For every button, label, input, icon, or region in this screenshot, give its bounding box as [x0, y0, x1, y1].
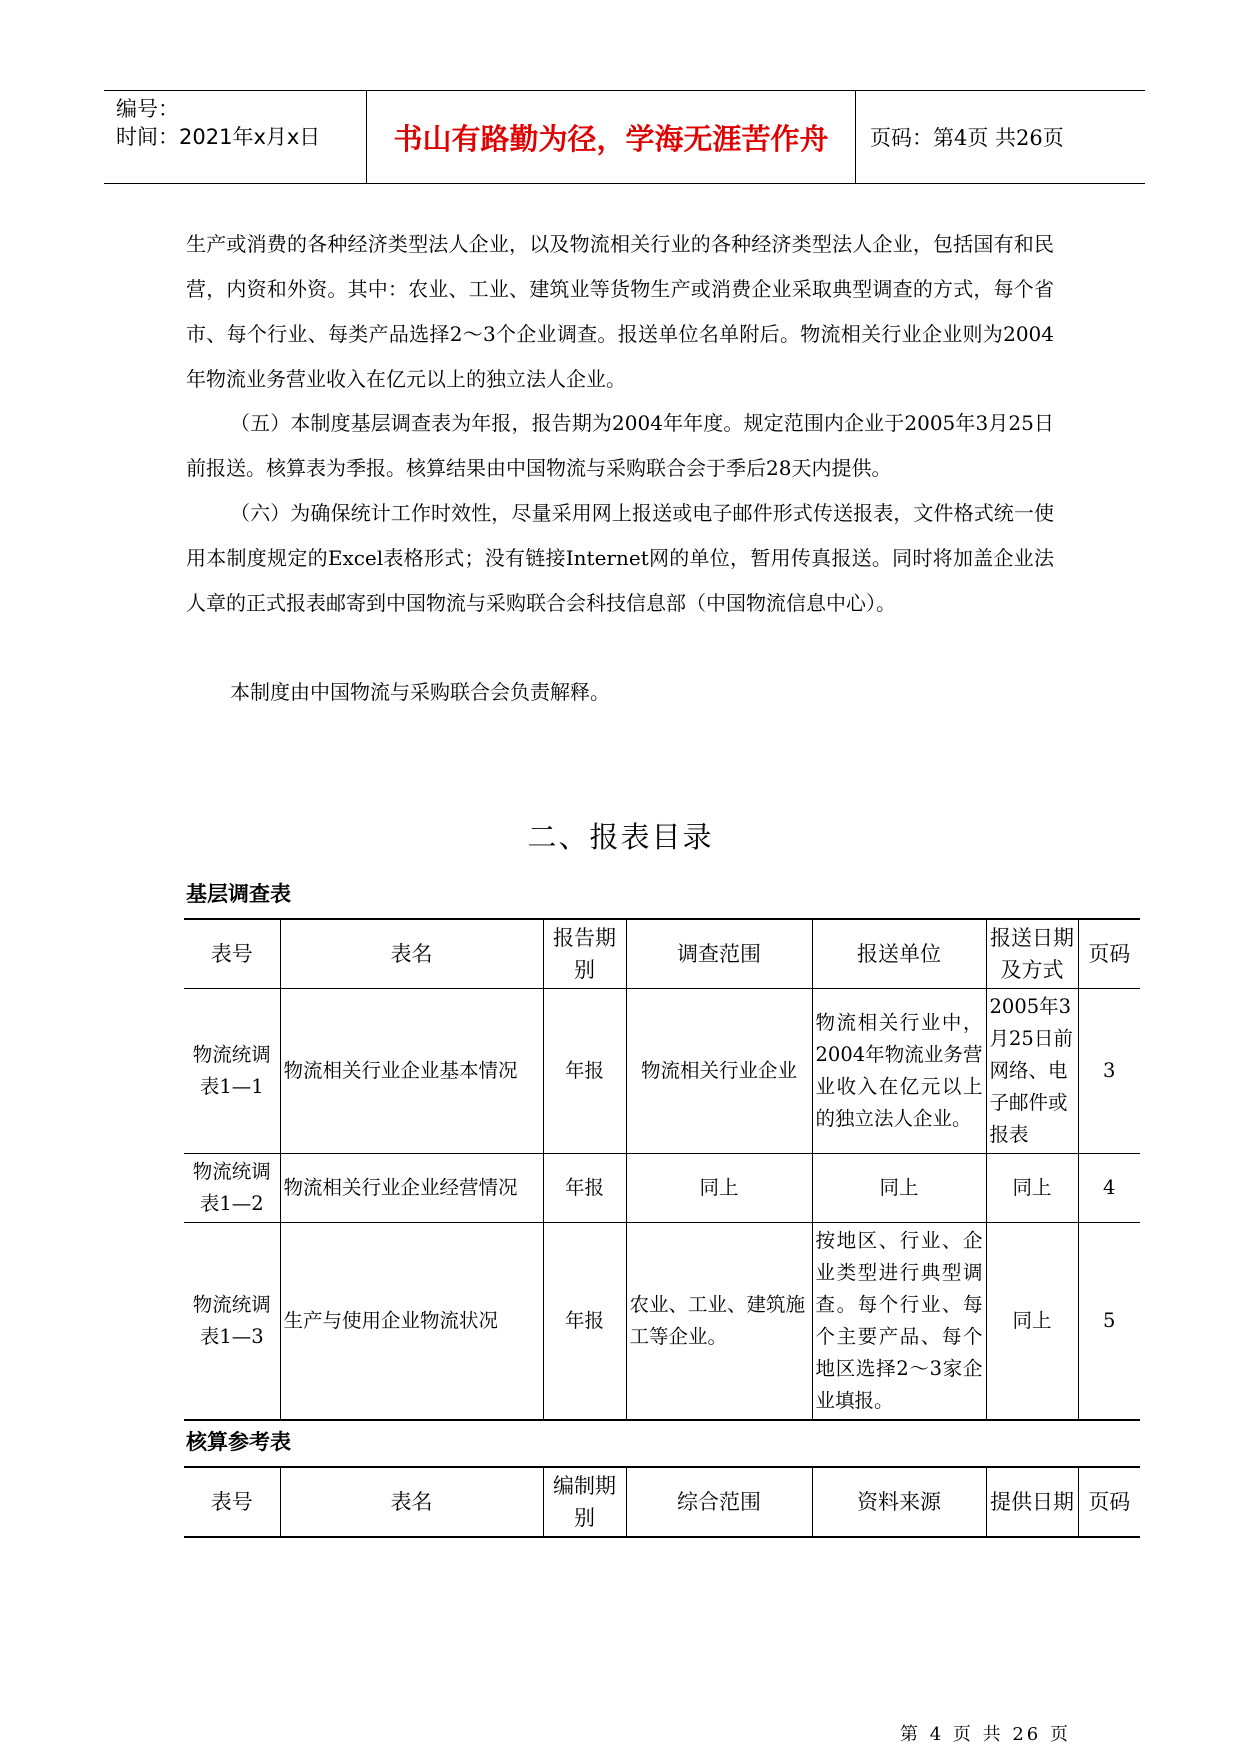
table-row: [184, 1154, 1140, 1223]
time-label: 时间：2021年x月x日: [116, 125, 321, 149]
table-row: [184, 1223, 1140, 1421]
header-cell: 页码: [1078, 1467, 1140, 1537]
header-cell: 表名: [280, 919, 543, 989]
header-cell: 表号: [184, 1467, 280, 1537]
header-cell: 提供日期: [986, 1467, 1078, 1537]
table-cell: 物流相关行业企业经营情况: [280, 1154, 543, 1223]
header-cell: 报送日期及方式: [986, 919, 1078, 989]
table-cell: 5: [1078, 1223, 1140, 1421]
table-header-row: [184, 919, 1140, 989]
header-cell: 页码: [1078, 919, 1140, 989]
table-cell: 物流统调表1—1: [184, 989, 280, 1154]
table-cell: 4: [1078, 1154, 1140, 1223]
page-header: [104, 90, 1145, 184]
header-cell: 报告期别: [543, 919, 626, 989]
table-cell: 年报: [543, 1223, 626, 1421]
body-paragraph-3: （六）为确保统计工作时效性，尽量采用网上报送或电子邮件形式传送报表，文件格式统一使用本制度规定的Excel表格形式；没有链接Internet网的单位，暂用传真报送。同时将加盖企业法人章的正式报表邮寄到中国物流与采购联合会科技信息部（中国物流信息中心）。: [186, 501, 1054, 615]
accounting-table-title: 核算参考表: [186, 1430, 291, 1454]
header-cell: 表名: [280, 1467, 543, 1537]
header-cell: 调查范围: [626, 919, 812, 989]
section-title: 二、报表目录: [527, 820, 714, 854]
table-cell: 2005年3月25日前网络、电子邮件或报表: [986, 989, 1078, 1154]
header-motto: 书山有路勤为径，学海无涯苦作舟: [367, 91, 856, 183]
accounting-reference-table: [184, 1466, 1140, 1538]
header-cell: 综合范围: [626, 1467, 812, 1537]
page-footer: 第 4 页 共 26 页: [900, 1724, 1071, 1745]
body-paragraph-1: 生产或消费的各种经济类型法人企业，以及物流相关行业的各种经济类型法人企业，包括国有和民营，内资和外资。其中：农业、工业、建筑业等货物生产或消费企业采取典型调查的方式，每个省市、每个行业、每类产品选择2～3个企业调查。报送单位名单附后。物流相关行业企业则为2004年物流业务营业收入在亿元以上的独立法人企业。: [186, 232, 1054, 391]
table-cell: 农业、工业、建筑施工等企业。: [626, 1223, 812, 1421]
table-cell: 3: [1078, 989, 1140, 1154]
table-cell: 物流相关行业中，2004年物流业务营业收入在亿元以上的独立法人企业。: [812, 989, 986, 1154]
basic-survey-table: [184, 918, 1140, 1421]
table-cell: 年报: [543, 1154, 626, 1223]
header-page-code: 页码：第4页 共26页: [870, 126, 1064, 150]
header-cell: 表号: [184, 919, 280, 989]
table-cell: 物流统调表1—3: [184, 1223, 280, 1421]
table-cell: 按地区、行业、企业类型进行典型调查。每个行业、每个主要产品、每个地区选择2～3家企业填报。: [812, 1223, 986, 1421]
table-cell: 物流相关行业企业: [626, 989, 812, 1154]
body-paragraph-4: 本制度由中国物流与采购联合会负责解释。: [230, 680, 610, 704]
table-cell: 物流统调表1—2: [184, 1154, 280, 1223]
table-cell: 同上: [986, 1223, 1078, 1421]
table-cell: 物流相关行业企业基本情况: [280, 989, 543, 1154]
table-header-row: [184, 1467, 1140, 1537]
table-cell: 年报: [543, 989, 626, 1154]
table-cell: 生产与使用企业物流状况: [280, 1223, 543, 1421]
header-cell: 资料来源: [812, 1467, 986, 1537]
basic-table-title: 基层调查表: [186, 882, 291, 906]
header-meta: [104, 91, 367, 183]
table-row: [184, 989, 1140, 1154]
body-paragraph-2: （五）本制度基层调查表为年报，报告期为2004年年度。规定范围内企业于2005年3月25日前报送。核算表为季报。核算结果由中国物流与采购联合会于季后28天内提供。: [186, 411, 1054, 480]
header-cell: 编制期别: [543, 1467, 626, 1537]
table-cell: 同上: [812, 1154, 986, 1223]
table-cell: 同上: [986, 1154, 1078, 1223]
table-cell: 同上: [626, 1154, 812, 1223]
header-cell: 报送单位: [812, 919, 986, 989]
number-label: 编号：: [116, 97, 179, 121]
